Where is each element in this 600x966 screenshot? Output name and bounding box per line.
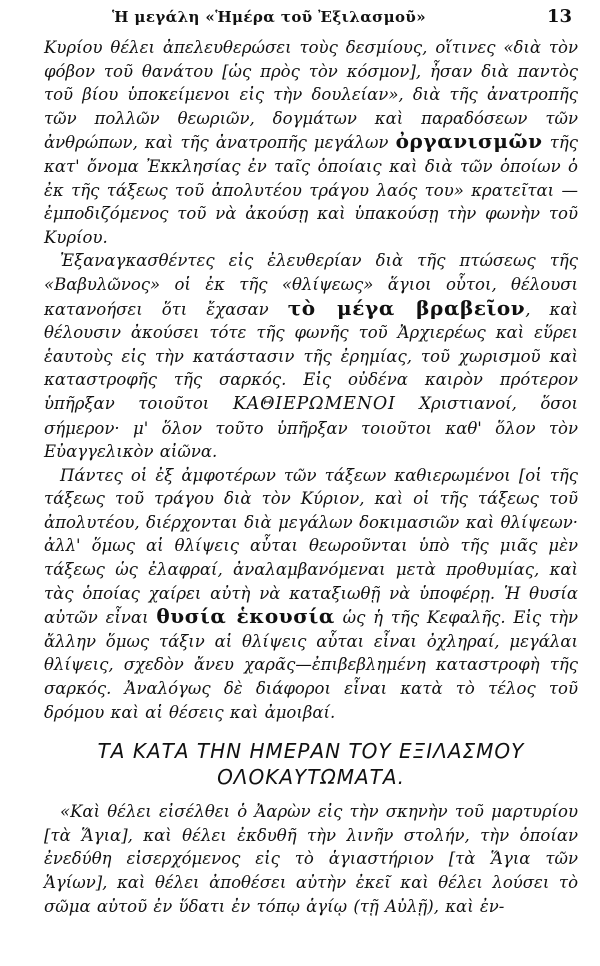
quote-paragraph-text: «Καὶ θέλει εἰσέλθει ὁ Ἀαρὼν εἰς τὴν σκηνὴν τοῦ μαρτυρίου [τὰ Ἅγια], καὶ θέλει ἐκδυθῆ τὴν λινῆν στολήν, τὴν ὁποίαν ἐνεδύθη εἰσερχόμενος εἰς τὸ ἁγιαστήριον [τὰ Ἅγια τῶν Ἁγίων], καὶ θέλει ἀποθέσει αὐτὴν ἐκεῖ καὶ θέλει λούσει τὸ σῶμα αὐτοῦ ἐν ὕδατι ἐν τόπῳ ἁγίῳ (τῇ Αὐλῇ), καὶ ἐν- (44, 802, 578, 916)
paragraph-2-text-c: Χριστιανοί, ὅσοι σήμερον· μ' ὅλον τοῦτο ὑπῆρξαν τοιοῦτοι καθ' ὅλον τὸν Εὐαγγελικὸν αἰῶνα. (44, 393, 578, 462)
paragraph-2-caps: ΚΑΘΙΕΡΩΜΕΝΟΙ (232, 393, 396, 414)
paragraph-2-text-a: Ἐξαναγκασθέντες εἰς ἐλευθερίαν διὰ τῆς πτώσεως τῆς «Βαβυλῶνος» οἱ ἐκ τῆς «θλίψεως» ἅγιοι οὗτοι, θέλουσι κατανοήσει ὅτι ἔχασαν (44, 251, 578, 319)
section-heading-line-2: ΟΛΟΚΑΥΤΩΜΑΤΑ. (217, 765, 405, 790)
paragraph-2-emphasis: τὸ μέγα βραβεῖον (287, 295, 526, 320)
page-number: 13 (546, 6, 572, 27)
paragraph-1-text-a: Κυρίου θέλει ἀπελευθερώσει τοὺς δεσμίους, οἵτινες «διὰ τὸν φόβον τοῦ θανάτου [ὡς πρὸς τὸν κόσμον], ἦσαν διὰ παντὸς τοῦ βίου ὑποκείμενοι εἰς τὴν δουλείαν», διὰ τῆς ἀνατροπῆς τῶν πολλῶν θεωριῶν, δογμάτων καὶ παραδόσεων τῶν ἀνθρώπων, καὶ τῆς ἀνατροπῆς μεγάλων (44, 38, 578, 153)
running-header (44, 4, 578, 30)
paragraph-1 (44, 36, 578, 249)
paragraph-2 (44, 249, 578, 463)
running-title: Ἡ μεγάλη «Ἡμέρα τοῦ Ἐξιλασμοῦ» (112, 8, 426, 26)
paragraph-3-text-a: Πάντες οἱ ἐξ ἀμφοτέρων τῶν τάξεων καθιερωμένοι [οἱ τῆς τάξεως τοῦ τράγου διὰ τὸν Κύριον, καὶ οἱ τῆς τάξεως τοῦ ἀπολυτέου, διέρχονται διὰ μεγάλων δοκιμασιῶν καὶ θλίψεων· ἀλλ' ὅμως αἱ θλίψεις αὗται θεωροῦνται ὑπὸ τῆς μιᾶς μὲν τάξεως ὡς ἐλαφραί, ἀναλαμβανόμεναι μετὰ προθυμίας, καὶ τὰς ὁποίας χαίρει αὐτὴ νὰ καταξιωθῇ νὰ ὑποφέρῃ. Ἡ θυσία αὐτῶν εἶναι (44, 465, 578, 628)
section-heading (44, 738, 578, 790)
paragraph-1-emphasis: ὀργανισμῶν (395, 129, 543, 154)
paragraph-2-text-b: , καὶ θέλουσιν ἀκούσει τότε τῆς φωνῆς τοῦ Ἀρχιερέως καὶ εὕρει ἑαυτοὺς εἰς τὴν κατάστασιν τῆς ἐρημίας, τοῦ χωρισμοῦ καὶ καταστροφῆς τῆς σαρκός. Εἰς οὐδένα καιρὸν πρότερον ὑπῆρξαν τοιοῦτοι (44, 299, 578, 413)
paragraph-3-emphasis: θυσία ἑκουσία (156, 604, 335, 629)
paragraph-3-text-b: ὡς ἡ τῆς Κεφαλῆς. Εἰς τὴν ἄλλην ὅμως τάξιν αἱ θλίψεις αὗται εἶναι ὀχληραί, μεγάλαι θλίψεις, σχεδὸν ἄνευ χαρᾶς—ἐπιβεβλημένη καταστροφὴ τῆς σαρκός. Ἀναλόγως δὲ διάφοροι εἶναι κατὰ τὸ τέλος τοῦ δρόμου καὶ αἱ θέσεις καὶ ἀμοιβαί. (44, 608, 578, 722)
quote-paragraph (44, 800, 578, 918)
section-heading-line-1: ΤΑ ΚΑΤΑ ΤΗΝ ΗΜΕΡΑΝ ΤΟΥ ΕΞΙΛΑΣΜΟΥ (97, 739, 525, 764)
paragraph-3 (44, 464, 578, 725)
paragraph-1-text-b: τῆς κατ' ὄνομα Ἐκκλησίας ἐν ταῖς ὁποίαις καὶ διὰ τῶν ὁποίων ὁ ἐκ τῆς τάξεως τοῦ ἀπολυτέου τράγου λαός του» κρατεῖται —ἐμποδιζόμενος τοῦ νὰ ἀκούσῃ καὶ ὑπακούσῃ τὴν φωνὴν τοῦ Κυρίου. (44, 133, 579, 247)
